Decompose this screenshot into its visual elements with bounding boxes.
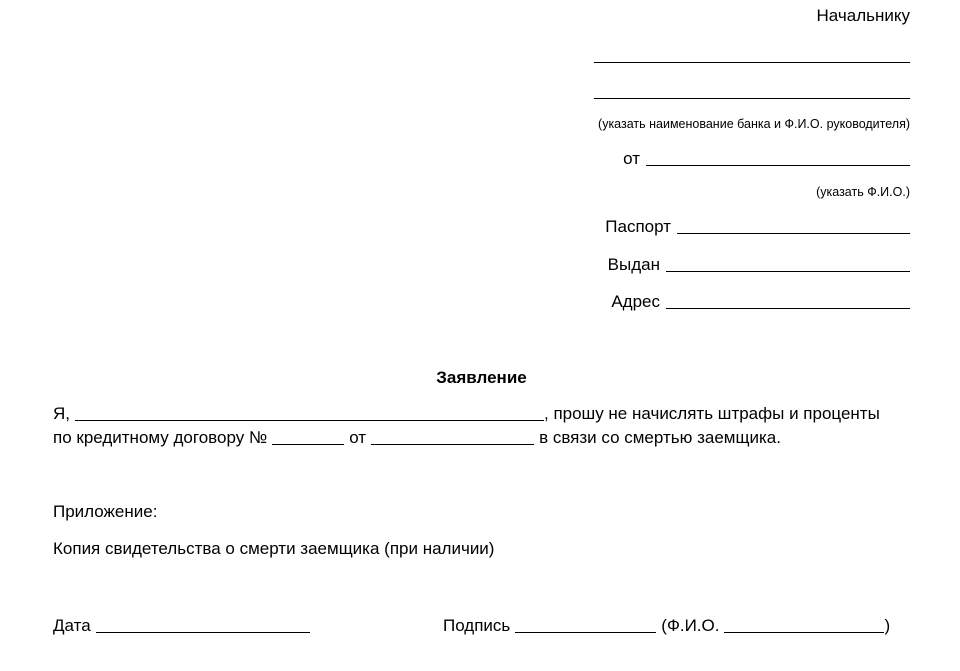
date-row <box>53 616 310 636</box>
name-hint: (указать Ф.И.О.) <box>816 185 910 199</box>
passport-line[interactable] <box>677 233 910 234</box>
fio-open: (Ф.И.О. <box>661 616 720 635</box>
statement-line-1 <box>53 404 880 424</box>
issued-line[interactable] <box>666 271 910 272</box>
contract-label: по кредитному договору № <box>53 428 268 447</box>
bank-hint: (указать наименование банка и Ф.И.О. руководителя) <box>598 117 910 131</box>
contract-date-line[interactable] <box>371 444 534 445</box>
signer-name-line[interactable] <box>724 632 884 633</box>
signature-line[interactable] <box>515 632 656 633</box>
statement-request: , прошу не начислять штрафы и проценты <box>544 404 880 423</box>
issued-label: Выдан <box>607 255 660 274</box>
death-reason-text: в связи со смертью заемщика. <box>539 428 781 447</box>
statement-title: Заявление <box>436 368 527 387</box>
statement-line-2 <box>53 428 781 448</box>
date-line[interactable] <box>96 632 310 633</box>
signature-row <box>443 616 890 636</box>
address-label: Адрес <box>611 292 660 311</box>
contract-date-label: от <box>349 428 367 447</box>
date-label: Дата <box>53 616 91 635</box>
addressee-label: Начальнику <box>816 6 910 25</box>
passport-label: Паспорт <box>605 217 671 236</box>
issued-row <box>608 255 910 275</box>
attachment-label: Приложение: <box>53 502 158 521</box>
bank-name-line-2[interactable] <box>594 98 910 99</box>
from-row <box>623 149 910 169</box>
contract-number-line[interactable] <box>272 444 344 445</box>
statement-prefix: Я, <box>53 404 70 423</box>
address-row <box>611 292 910 312</box>
signature-label: Подпись <box>443 616 511 635</box>
attachment-item: Копия свидетельства о смерти заемщика (при наличии) <box>53 539 495 558</box>
bank-name-line-1[interactable] <box>594 62 910 63</box>
from-name-line[interactable] <box>646 165 910 166</box>
applicant-name-line[interactable] <box>75 420 544 421</box>
from-label: от <box>623 149 640 168</box>
fio-close: ) <box>884 616 891 635</box>
passport-row <box>605 217 910 237</box>
address-line[interactable] <box>666 308 910 309</box>
